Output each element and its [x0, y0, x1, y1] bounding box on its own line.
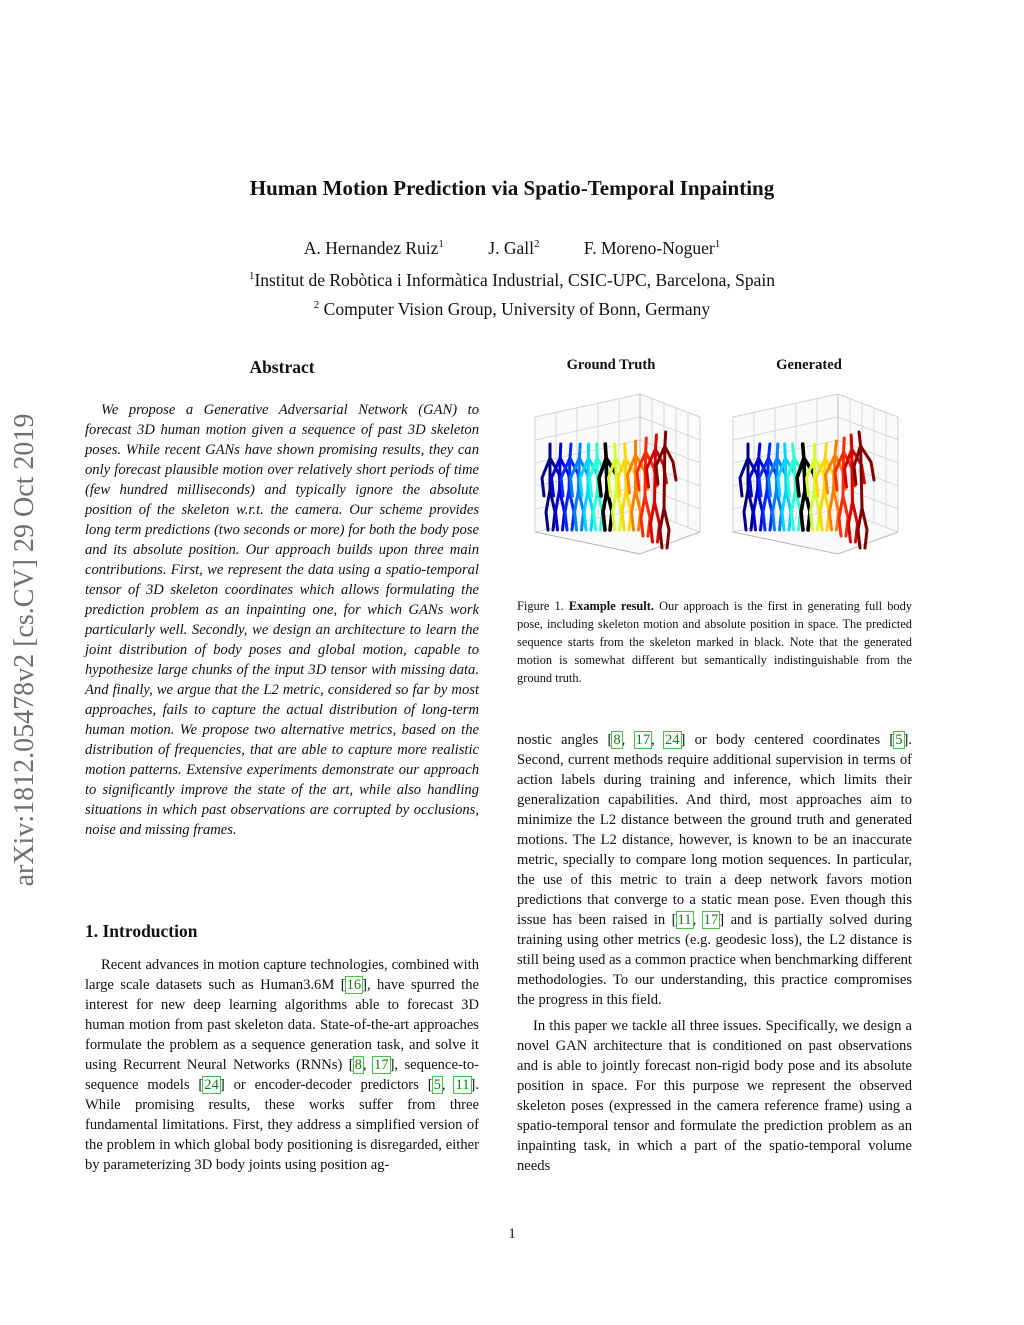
author: [584, 238, 720, 259]
author: [488, 238, 539, 259]
figure-label-generated: Generated: [776, 357, 842, 373]
affiliation-number: 2: [313, 298, 320, 311]
citation-link[interactable]: 5: [433, 1077, 441, 1093]
text-run: ,: [692, 912, 703, 928]
text-run: ]. Second, current methods require additional supervision in terms of action labels during training and inference, which limits their generalization capabilities. And third, most approaches aim to minimize the L2 distance between the ground truth and generated motions. The L2 distance, however, is known to be an inaccurate metric, specially to compare long motion sequences. In particular, the use of this metric to train a deep network favors motion predictions that converge to a static mean pose. Even though this issue has been raised in [: [517, 732, 913, 928]
paragraph: In this paper we tackle all three issues. Specifically, we design a novel GAN architecture that is conditioned on past observations and is able to jointly forecast non-rigid body pose and its absolute position in space. For this purpose we represent the observed skeleton poses (expressed in the camera reference frame) using a spatio-temporal tensor and formulate the prediction problem as an inpainting task, in which a part of the spatio-temporal volume needs: [517, 1018, 912, 1174]
author-list: [0, 238, 1024, 259]
skeleton-plot-ground-truth: [535, 394, 700, 554]
figure-skeleton-plots: [515, 382, 915, 568]
citation-link[interactable]: 11: [677, 912, 692, 928]
citation-link[interactable]: 8: [354, 1057, 362, 1073]
affiliation-number: 1: [248, 270, 255, 282]
affiliation-text: Institut de Robòtica i Informàtica Industrial, CSIC-UPC, Barcelona, Spain: [254, 270, 776, 290]
text-run: ] and is partially solved during training using other metrics (e.g. geodesic loss), the L2 distance is still being used as a common practice when benchmarking different methodologies. To our understanding, this practice compromises the progress in this field.: [517, 912, 913, 1008]
citation-link[interactable]: 17: [373, 1057, 389, 1073]
right-column-body: [517, 730, 912, 1176]
author-name: A. Hernandez Ruiz: [303, 238, 439, 258]
skeleton-plot-generated: [733, 394, 898, 554]
abstract-heading: Abstract: [249, 357, 315, 377]
citation-link[interactable]: 5: [895, 732, 903, 748]
introduction-heading: 1. Introduction: [85, 921, 198, 941]
text-run: Recent advances in motion capture technologies, combined with large scale datasets such as Human3.6M [: [85, 957, 479, 993]
abstract-paragraph: We propose a Generative Adversarial Network (GAN) to forecast 3D human motion given a sequence of past 3D skeleton poses. While recent GANs have shown promising results, they can only forecast plausible motion over relatively short periods of time (few hundred milliseconds) and typically ignore the absolute position of the skeleton w.r.t. the camera. Our scheme provides long term predictions (two seconds or more) for both the body pose and its absolute position. Our approach builds upon three main contributions. First, we represent the data using a spatio-temporal tensor of 3D skeleton coordinates which allows formulating the prediction problem as an inpainting one, for which GANs work particularly well. Secondly, we design an architecture to learn the joint distribution of body poses and global motion, capable to hypothesize large chunks of the input 3D tensor with missing data. And finally, we argue that the L2 metric, considered so far by most approaches, fails to capture the actual distribution of long-term human motion. We propose two alternative metrics, based on the distribution of frequencies, that are able to capture more realistic motion patterns. Extensive experiments demonstrate our approach to significantly improve the state of the art, while also handling situations in which past observations are corrupted by occlusions, noise and missing frames.: [85, 402, 479, 838]
introduction-body: [85, 955, 479, 1175]
text-run: ]. While promising results, these works suffer from three fundamental limitations. First, they address a simplified version of the problem in which global body positioning is disregarded, either by parameterizing 3D body joints using position ag-: [85, 1077, 480, 1173]
citation-link[interactable]: 24: [204, 1077, 219, 1093]
abstract-text: [85, 400, 479, 840]
text-run: ], have spurred the interest for new deep learning algorithms able to forecast 3D human motion from past skeleton data. State-of-the-art approaches formulate the problem as a sequence generation task, and solve it using Recurrent Neural Networks (RNNs) [: [85, 977, 479, 1073]
caption-prefix: Figure 1.: [517, 599, 569, 613]
paper-title: Human Motion Prediction via Spatio-Temporal Inpainting: [249, 176, 775, 200]
affiliation-list: [0, 264, 1024, 321]
author: [304, 238, 444, 259]
figure-caption: [517, 597, 912, 687]
author-affiliation-mark: 2: [534, 238, 540, 250]
citation-link[interactable]: 8: [613, 732, 621, 748]
page-number: 1: [508, 1226, 516, 1242]
citation-link[interactable]: 16: [346, 977, 362, 993]
caption-bold: Example result.: [568, 599, 654, 613]
text-run: ,: [651, 732, 664, 748]
text-run: ], sequence-to-sequence models [: [85, 1057, 480, 1093]
author-name: J. Gall: [488, 238, 534, 258]
text-run: ] or body centered coordinates [: [680, 732, 895, 748]
citation-link[interactable]: 17: [635, 732, 651, 748]
author-affiliation-mark: 1: [438, 238, 444, 250]
affiliation: [0, 293, 1024, 322]
caption-text: Our approach is the first in generating full body pose, including skeleton motion and absolute position in space. The predicted sequence starts from the skeleton marked in black. Note that the generated motion is somewhat different but semantically indistinguishable from the ground truth.: [517, 599, 913, 685]
citation-link[interactable]: 17: [703, 912, 719, 928]
author-affiliation-mark: 1: [714, 238, 721, 250]
text-run: ,: [621, 732, 635, 748]
figure-label-ground-truth: Ground Truth: [566, 357, 656, 373]
introduction-paragraph: [85, 955, 479, 1175]
arxiv-identifier: arXiv:1812.05478v2 [cs.CV] 29 Oct 2019: [9, 413, 40, 887]
author-name: F. Moreno-Noguer: [583, 238, 715, 258]
text-run: ,: [362, 1057, 373, 1073]
paragraph: [517, 730, 912, 1010]
text-run: ] or encoder-decoder predictors [: [219, 1077, 433, 1093]
affiliation: [0, 264, 1024, 293]
citation-link[interactable]: 24: [664, 732, 680, 748]
text-run: nostic angles [: [517, 732, 613, 748]
text-run: ,: [441, 1077, 455, 1093]
citation-link[interactable]: 11: [455, 1077, 470, 1093]
affiliation-text: Computer Vision Group, University of Bonn, Germany: [319, 298, 711, 319]
